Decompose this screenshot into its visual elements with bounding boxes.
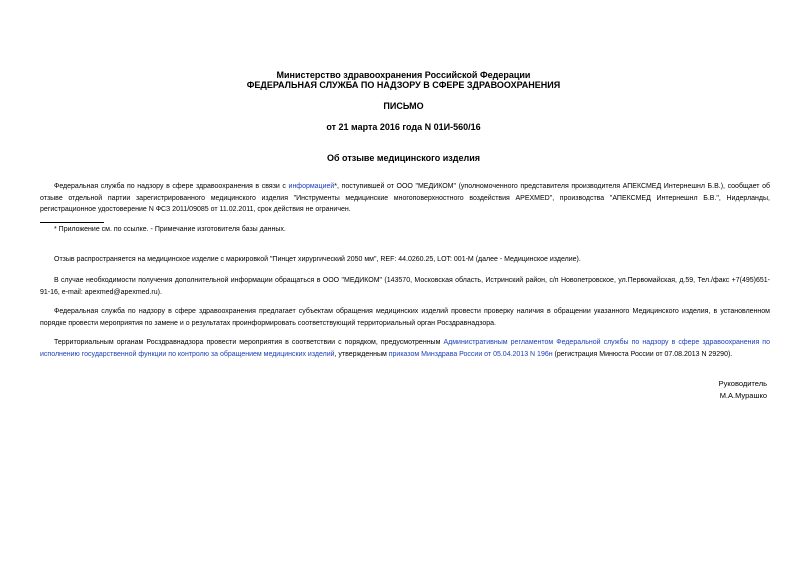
paragraph-5-lead: Территориальным органам Росздравнадзора провести мероприятия в соответствии с порядком, предусмотренным <box>54 339 444 346</box>
footnote-text: * Приложение см. по ссылке. - Примечание изготовителя базы данных. <box>54 226 286 233</box>
document-type: ПИСЬМО <box>383 101 424 111</box>
information-link[interactable]: информацией <box>288 183 335 190</box>
paragraph-1-lead: Федеральная служба по надзору в сфере здравоохранения в связи с <box>54 183 289 190</box>
footnote-divider <box>40 222 104 223</box>
paragraph-4 <box>40 306 770 329</box>
order-link[interactable]: приказом Минздрава России от 05.04.2013 N 196н <box>388 350 553 358</box>
paragraph-2 <box>40 254 770 266</box>
paragraph-3 <box>40 275 770 298</box>
document-subject: Об отзыве медицинского изделия <box>327 153 480 163</box>
paragraph-5 <box>40 337 770 360</box>
paragraph-1 <box>40 181 770 216</box>
paragraph-3-text: В случае необходимости получения дополнительной информации обращаться в ООО "МЕДИКОМ" (143570, Московская область, Истринский район, с/п Новопетровское, ул.Первомайская, д.59, Тел./факс +7(495)651-91-16, e-mail: apexmed@apexmed.ru). <box>40 277 770 296</box>
paragraph-5-middle: , утвержденным <box>334 350 389 358</box>
paragraph-5-text: (регистрация Минюста России от 07.08.2013 N 29290). <box>552 350 733 358</box>
paragraph-2-text: Отзыв распространяется на медицинское изделие с маркировкой "Пинцет хирургический 2050 мм", REF: 44.0260.25, LOT: 001-M (далее - Медицинское изделие). <box>54 256 581 263</box>
service-title: ФЕДЕРАЛЬНАЯ СЛУЖБА ПО НАДЗОРУ В СФЕРЕ ЗДРАВООХРАНЕНИЯ <box>246 80 561 90</box>
paragraph-4-text: Федеральная служба по надзору в сфере здравоохранения предлагает субъектам обращения медицинских изделий провести проверку наличия в обращении указанного Медицинского изделия, в установленном порядке провести мероприятия по замене и о результатах проинформировать соответствующий территориальный орган Росздравнадзора. <box>40 308 770 327</box>
document-date-number: от 21 марта 2016 года N 01И-560/16 <box>326 122 481 132</box>
signatory-title: Руководитель <box>718 379 767 388</box>
paragraph-1-text: *, поступившей от ООО "МЕДИКОМ" (уполномоченного представителя производителя АПЕКСМЕД Интернешнл Б.В.), сообщает об отзыве отдельной партии зарегистрированного медицинского изделия "Инструменты медицинские многоповерхностного воздействия APEXMED", производства "АПЕКСМЕД Интернешнл Б.В.", Нидерланды, регистрационное удостоверение N ФСЗ 2011/09085 от 11.02.2011, срок действия не ограничен. <box>40 183 770 213</box>
signatory-name: М.А.Мурашко <box>719 391 767 400</box>
regulation-link[interactable]: Административным регламентом Федеральной службы по надзору в сфере здравоохранения по исполнению государственной функции по контролю за обращением медицинских изделий <box>40 339 770 358</box>
ministry-title: Министерство здравоохранения Российской Федерации <box>276 70 531 80</box>
footnote <box>40 224 770 236</box>
